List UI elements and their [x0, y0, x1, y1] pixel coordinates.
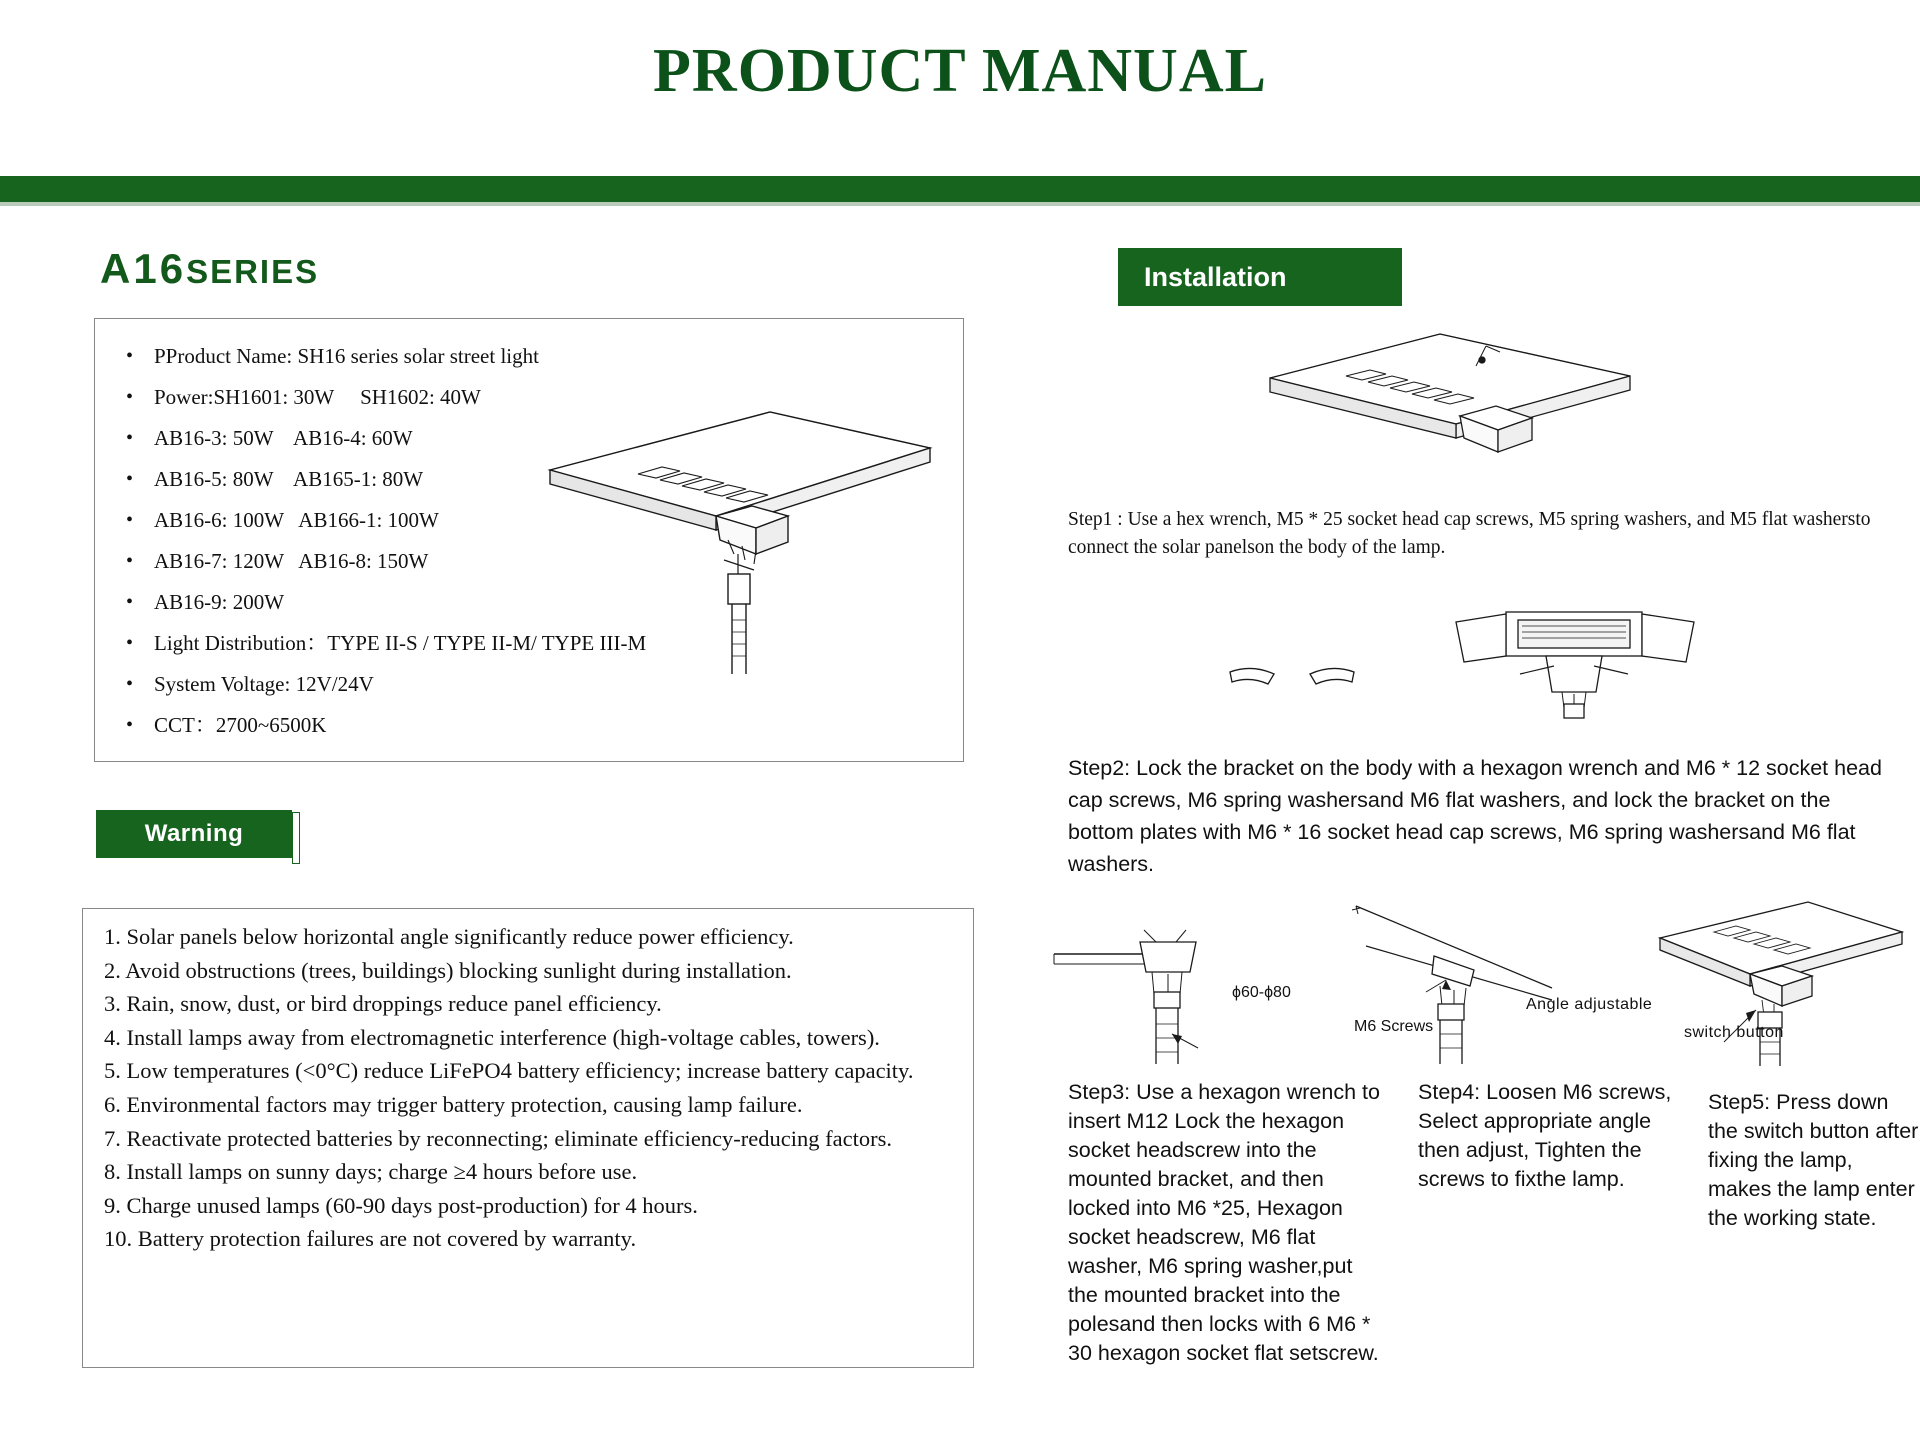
pole-size-caption: ϕ60-ϕ80	[1232, 984, 1291, 1001]
m6-screws-caption: M6 Screws	[1354, 1018, 1434, 1035]
series-title	[100, 245, 319, 293]
warning-item: 7. Reactivate protected batteries by reconnecting; eliminate efficiency-reducing factors.	[104, 1125, 892, 1151]
warning-item: 5. Low temperatures (<0°C) reduce LiFePO4 battery efficiency; increase battery capacity.	[104, 1058, 914, 1084]
warning-item: 10. Battery protection failures are not covered by warranty.	[104, 1226, 637, 1252]
spec-list	[112, 336, 812, 746]
warning-item: 1. Solar panels below horizontal angle significantly reduce power efficiency.	[104, 924, 794, 949]
step2-illustration	[1450, 600, 1700, 720]
step1-illustration	[1250, 320, 1670, 490]
warning-item: 9. Charge unused lamps (60-90 days post-production) for 4 hours.	[104, 1192, 698, 1218]
spec-item: • AB16-6: 100W AB166-1: 100W	[112, 500, 812, 541]
warning-item: 2. Avoid obstructions (trees, buildings) blocking sunlight during installation.	[104, 957, 792, 983]
spec-item: • System Voltage: 12V/24V	[112, 664, 812, 705]
warning-item: 8. Install lamps on sunny days; charge ≥4 hours before use.	[104, 1159, 638, 1185]
spec-item: • AB16-7: 120W AB16-8: 150W	[112, 541, 812, 582]
step3-text: Step3: Use a hexagon wrench to insert M12 Lock the hexagon socket headscrew into the mounted bracket, and then locked into M6 *25, Hexagon socket headscrew, M6 flat washer, M6 spring washer,put the mounted bracket into the polesand then locks with 6 M6 * 30 hexagon socket flat setscrew.	[1068, 1080, 1380, 1365]
step4-illustration	[1322, 900, 1602, 1070]
header-bar-shadow	[0, 202, 1920, 206]
spec-item: • AB16-9: 200W	[112, 582, 812, 623]
warning-item: 6. Environmental factors may trigger battery protection, causing lamp failure.	[104, 1091, 803, 1117]
step5-text: Step5: Press down the switch button after fixing the lamp, makes the lamp enter the working state.	[1708, 1090, 1919, 1230]
header-green-bar	[0, 176, 1920, 202]
series-title-sub: SERIES	[186, 253, 320, 290]
warning-item: 3. Rain, snow, dust, or bird droppings reduce panel efficiency.	[104, 991, 662, 1017]
warning-tab-edge	[292, 812, 300, 864]
step1-text: Step1 : Use a hex wrench, M5 * 25 socket head cap screws, M5 spring washers, and M5 flat washersto connect the solar panelson the body of the lamp.	[1068, 509, 1871, 558]
step4-text: Step4: Loosen M6 screws, Select appropriate angle then adjust, Tighten the screws to fixthe lamp.	[1418, 1080, 1672, 1191]
installation-label: Installation	[1118, 248, 1402, 306]
spec-item: • Power:SH1601: 30W SH1602: 40W	[112, 377, 812, 418]
spec-item: • Light Distribution：TYPE II-S / TYPE II-M/ TYPE III-M	[112, 623, 812, 664]
switch-button-caption: switch button	[1684, 1024, 1784, 1041]
warning-label: Warning	[96, 810, 292, 858]
spec-item: • AB16-3: 50W AB16-4: 60W	[112, 418, 812, 459]
series-title-main: A16	[100, 245, 187, 292]
warning-item: 4. Install lamps away from electromagnetic interference (high-voltage cables, towers).	[104, 1024, 880, 1050]
warning-list	[104, 920, 962, 1256]
step2-text: Step2: Lock the bracket on the body with a hexagon wrench and M6 * 12 socket head cap screws, M6 spring washersand M6 flat washers, and lock the bracket on the bottom plates with M6 * 16 socket head cap screws, M6 spring washersand M6 flat washers.	[1068, 756, 1882, 876]
spec-item: • AB16-5: 80W AB165-1: 80W	[112, 459, 812, 500]
bracket-parts-illustration	[1222, 652, 1362, 702]
spec-item: • CCT：2700~6500K	[112, 705, 812, 746]
angle-adjustable-caption: Angle adjustable	[1526, 996, 1653, 1013]
spec-item: • PProduct Name: SH16 series solar street light	[112, 336, 812, 377]
page-title: PRODUCT MANUAL	[653, 37, 1267, 105]
